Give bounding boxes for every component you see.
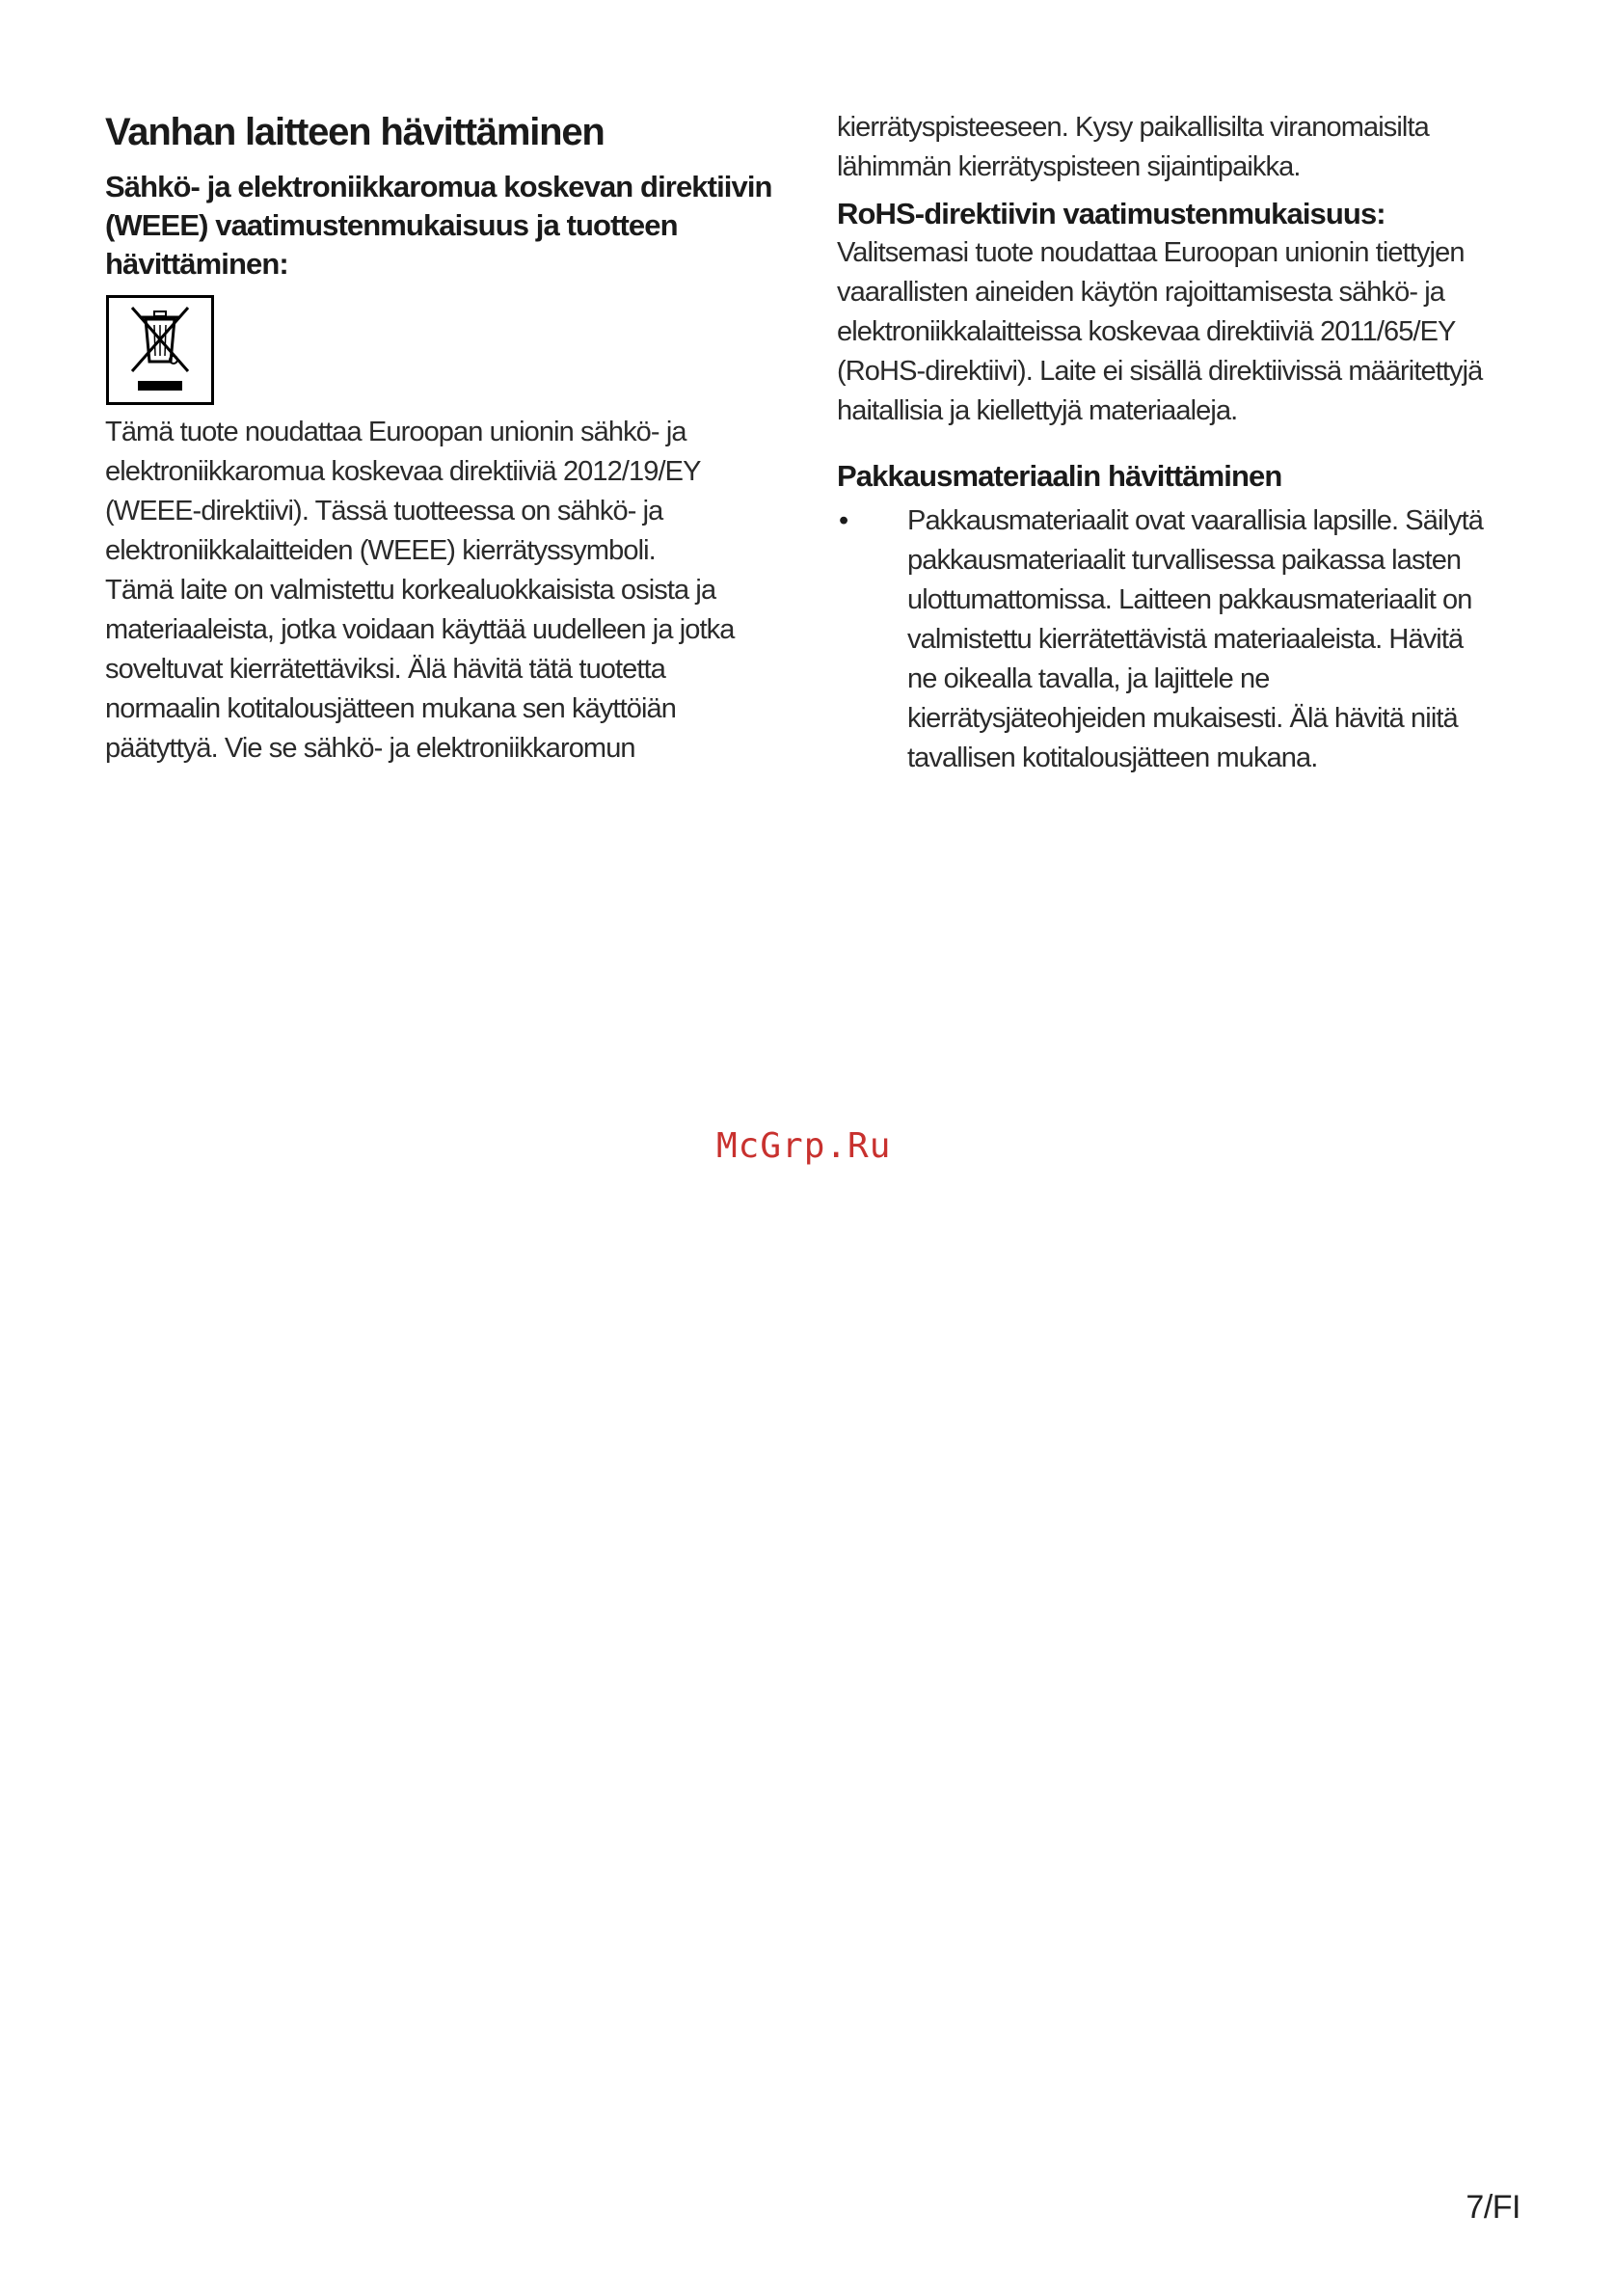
rohs-paragraph: Valitsemasi tuote noudattaa Euroopan unionin tiettyjen vaarallisten aineiden käytön rajoittamisesta sähkö- ja elektroniikkalaitteissa koskevaa direktiiviä 2011/65/EY (RoHS-direktiivi). Laite ei sisällä direktiivissä määritettyjä haitallisia ja kiellettyjä materiaaleja. xyxy=(837,237,1483,426)
weee-symbol-svg xyxy=(109,298,211,402)
disposal-heading: Vanhan laitteen hävittäminen xyxy=(105,111,605,153)
packaging-bullet-item xyxy=(837,501,1512,778)
weee-subheading: Sähkö- ja elektroniikkaromua koskevan direktiivin (WEEE) vaatimustenmukaisuus ja tuotteen hävittäminen: xyxy=(105,170,772,281)
crossed-out-wheelie-bin-icon xyxy=(106,295,214,405)
bullet-icon: • xyxy=(839,505,849,536)
weee-paragraph-2: Tämä laite on valmistettu korkealuokkaisista osista ja materiaaleista, jotka voidaan käyttää uudelleen ja jotka soveltuvat kierrätettäviksi. Älä hävitä tätä tuotetta normaalin kotitalousjätteen mukana sen käyttöiän päätyttyä. Vie se sähkö- ja elektroniikkaromun xyxy=(105,575,735,764)
page-number: 7/FI xyxy=(1466,2189,1520,2226)
right-column xyxy=(837,108,1512,778)
weee-paragraph-1: Tämä tuote noudattaa Euroopan unionin sähkö- ja elektroniikkaromua koskevaa direktiiviä 2012/19/EY (WEEE-direktiivi). Tässä tuotteessa on sähkö- ja elektroniikkalaitteiden (WEEE) kierrätyssymboli. xyxy=(105,417,700,566)
packaging-heading: Pakkausmateriaalin hävittäminen xyxy=(837,459,1282,493)
watermark: McGrp.Ru xyxy=(716,1126,892,1166)
packaging-bullet-text: Pakkausmateriaalit ovat vaarallisia lapsille. Säilytä pakkausmateriaalit turvallisessa paikassa lasten ulottumattomissa. Laitteen pakkausmateriaalit on valmistettu kierrätettävistä materiaaleista. Hävitä ne oikealla tavalla, ja lajittele ne kierrätysjäteohjeiden mukaisesti. Älä hävitä niitä tavallisen kotitalousjätteen mukana. xyxy=(907,505,1484,773)
left-column xyxy=(105,108,780,769)
rohs-heading: RoHS-direktiivin vaatimustenmukaisuus: xyxy=(837,197,1385,230)
recycling-continuation: kierrätyspisteeseen. Kysy paikallisilta viranomaisilta lähimmän kierrätyspisteen sijaintipaikka. xyxy=(837,112,1429,182)
